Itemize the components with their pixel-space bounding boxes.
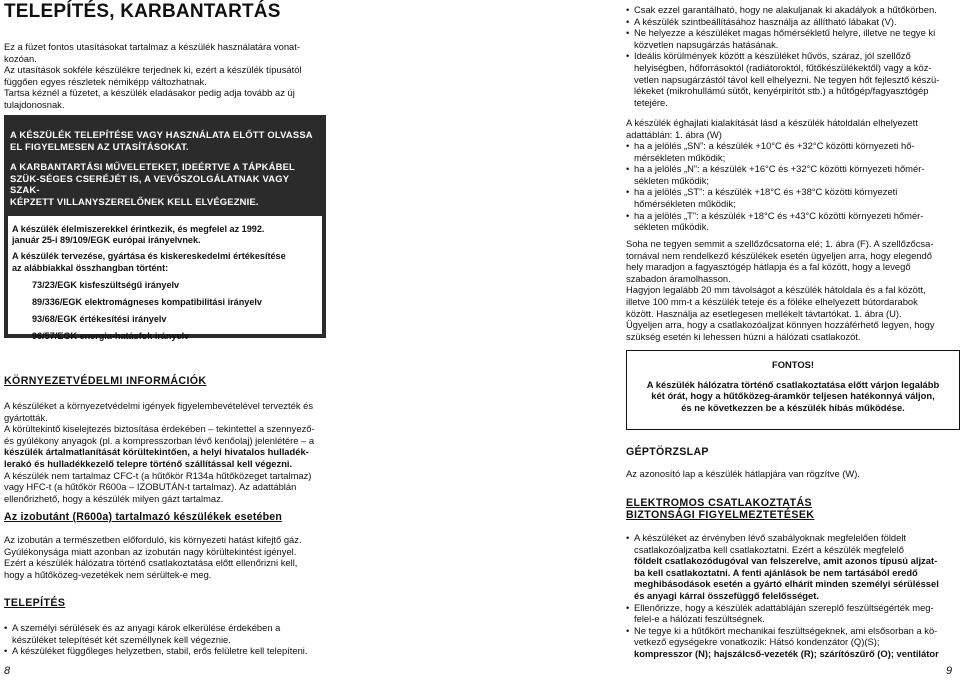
isobutane-text: Az izobután a természetben előforduló, kis környezeti hatást kifejtő gáz. Gyúlékonysága miatt azonban az izobután nagy körültekintést igényel. Ezért a készülék hálózatra történő csatlakoztatása előtt ellenőrizni kell, hogy a hűtőközeg-vezetékek nem sérültek-e meg. xyxy=(4,534,302,580)
important-title: FONTOS! xyxy=(771,359,814,370)
important-text: A készülék hálózatra történő csatlakoztatása előtt várjon legalább két órát, hogy a hűtőközeg-áramkör teljesen hatékonnyá váljon, és ne következzen be a készülék hibás működése. xyxy=(646,378,940,413)
list-item: • ha a jelölés „T”: a készülék +18°C és +43°C közötti környezeti hőmér- sékleten működik. xyxy=(626,210,956,233)
intro-text: Ez a füzet fontos utasításokat tartalmaz a készülék használatára vonat- kozóan. Az utasítások sokféle készülékre terjednek ki, ezért a készülék típusától függően egyes részletek némiképp változhatnak. Tartsa kéznél a füzetet, a készülék eladásakor pedig adja tovább az új tulajdonosnak. xyxy=(4,41,302,110)
warning-maintenance: A KARBANTARTÁSI MŰVELETEKET, IDEÉRTVE A TÁPKÁBEL SZÜK-SÉGES CSERÉJÉT IS, A VEVŐSZOLGÁLATNAK VAGY SZAK- KÉPZETT VILLANYSZERELŐNEK KELL ELVÉGEZNIE. xyxy=(10,161,295,207)
list-item: • ha a jelölés „ST”: a készülék +18°C és +38°C közötti környezeti hőmérsékleten működik; xyxy=(626,186,956,209)
ventilation-text: Soha ne tegyen semmit a szellőzőcsatorna elé; 1. ábra (F). A szellőzőcsa- tornával nem rendelkező készülékek esetén ügyeljen arra, hogy elegendő hely maradjon a fagyasztógép hátlapja és a fal között, hogy a levegő szabadon áramolhasson. Hagyjon legalább 20 mm távolságot a készülék hátoldala és a fal között, illetve 100 mm-t a készülék teteje és a föléke elhelyezett bútordarabok között. Használja az esetlegesen mellékelt távtartókat. 1. ábra (U). Ügyeljen arra, hogy a csatlakozóaljzat könnyen hozzáférhető legyen, hogy szükség esetén ki lehessen húzni a hálózati csatlakozót. xyxy=(626,238,935,342)
list-item: • Ne helyezze a készüléket magas hőmérsékletű helyre, illetve ne tegye ki közvetlen napsugárzás hatásának. xyxy=(626,27,956,50)
electrical-title: ELEKTROMOS CSATLAKOZTATÁS BIZTONSÁGI FIGYELMEZTETÉSEK xyxy=(626,497,815,521)
page-number-left: 8 xyxy=(4,665,11,677)
electrical-list xyxy=(626,532,956,660)
list-item: • Ellenőrizze, hogy a készülék adattábláján szereplő feszültségérték meg- felel-e a hálózati feszültségnek. xyxy=(626,602,956,625)
warning-box xyxy=(4,115,326,342)
list-item: • A személyi sérülések és az anyagi károk elkerülése érdekében a készüléket telepítését két személlynek kell végeznie. xyxy=(4,622,326,645)
isobutane-title: Az izobutánt (R600a) tartalmazó készülékek esetében xyxy=(4,511,283,523)
list-item: • A készülék szintbeállításához használja az állítható lábakat (V). xyxy=(626,16,956,28)
env-text: A készüléket a környezetvédelmi igények figyelembevételével tervezték és gyártották. A körültekintő kiselejtezés biztosítása érdekében – tekintettel a szennyező- és gyúlékony anyagok (pl. a kompresszorban lévő kenőolaj) jelenlétére – a készülék ártalmatlanítását körültekintően, a helyi hivatalos hulladék- lerakó és hulladékkezelő telepre történő szállítással kell végezni. A készülék nem tartalmaz CFC-t (a hűtőkör R134a hűtőközeget tartalmaz) vagy HFC-t (a hűtőkör R600a – IZOBUTÁN-t tartalmaz). Az adattáblán ellenőrizhető, hogy a készülék milyen gázt tartalmaz. xyxy=(4,400,315,504)
page-title: TELEPÍTÉS, KARBANTARTÁS xyxy=(4,1,281,22)
climate-intro: A készülék éghajlati kialakítását lásd a készülék hátoldalán elhelyezett adattáblán: 1. ábra (W) xyxy=(626,117,918,140)
list-item: • ha a jelölés „N”: a készülék +16°C és +32°C közötti környezeti hőmér- sékleten működik; xyxy=(626,163,956,186)
env-title: KÖRNYEZETVÉDELMI INFORMÁCIÓK xyxy=(4,375,207,387)
install-title: TELEPÍTÉS xyxy=(4,597,66,609)
important-notice-box xyxy=(626,350,960,430)
placement-list xyxy=(626,4,956,108)
page-number-right: 9 xyxy=(946,665,953,677)
install-list xyxy=(4,622,326,657)
list-item: • Csak ezzel garantálható, hogy ne alakuljanak ki akadályok a hűtőkörben. xyxy=(626,4,956,16)
list-item: • A készüléket az érvényben lévő szabályoknak megfelelően földelt csatlakozóaljzatba kell csatlakoztatni. Ezért a készülék megfelelő földelt csatlakozódugóval van felszerelve, amit azonos típusú aljzat- ba kell csatlakoztatni. A fenti ajánlások be nem tartásából eredő meghibásodások esetén a gyártó elhárít minden személyi sérüléssel és anyagi kárral összefüggő felelősséget. xyxy=(626,532,956,602)
list-item: • ha a jelölés „SN”: a készülék +10°C és +32°C közötti környezeti hő- mérsékleten működik; xyxy=(626,140,956,163)
nameplate-title: GÉPTÖRZSLAP xyxy=(626,446,709,458)
nameplate-text: Az azonosító lap a készülék hátlapjára van rögzítve (W). xyxy=(626,468,860,479)
climate-list xyxy=(626,140,956,233)
warning-read-instructions: A KÉSZÜLÉK TELEPÍTÉSE VAGY HASZNÁLATA ELŐTT OLVASSA EL FIGYELMESEN AZ UTASÍTÁSOKAT. xyxy=(10,129,313,152)
list-item: • Ideális körülmények között a készüléket hűvös, száraz, jól szellőző helyiségben, hőforrásoktól (radiátoroktól, fűtőkészülékektől) vagy a köz- vetlen napsugárzástól távol kell elhelyezni. Ne tegyen hőt fejlesztő készü- lékeket (mikrohullámú sütőt, kenyérpirítót stb.) a hűtőgép/fagyasztógép tetejére. xyxy=(626,50,956,108)
list-item: • A készüléket függőleges helyzetben, stabil, erős felületre kell telepíteni. xyxy=(4,645,326,657)
compliance-box: A készülék élelmiszerekkel érintkezik, és megfelel az 1992. január 25-i 89/109/EGK európai irányelvnek. A készülék tervezése, gyártása és kiskereskedelmi értékesítése az alábbiakkal összhangban történt: 73/23/EGK kisfeszültségű irányelv 89/336/EGK elektromágneses kompatibilitási irányelv 93/68/EGK értékesítési irányelv 96/57/EGK energia-hatásfok irányelv xyxy=(8,216,322,334)
list-item: • Ne tegye ki a hűtőkört mechanikai feszültségeknek, ami elsősorban a kö- vetkező egységekre vonatkozik: Hátsó kondenzátor (Q)(S); kompresszor (N); hajszálcső-vezeték (R); szárítószűrő (O); ventilátor xyxy=(626,625,956,660)
